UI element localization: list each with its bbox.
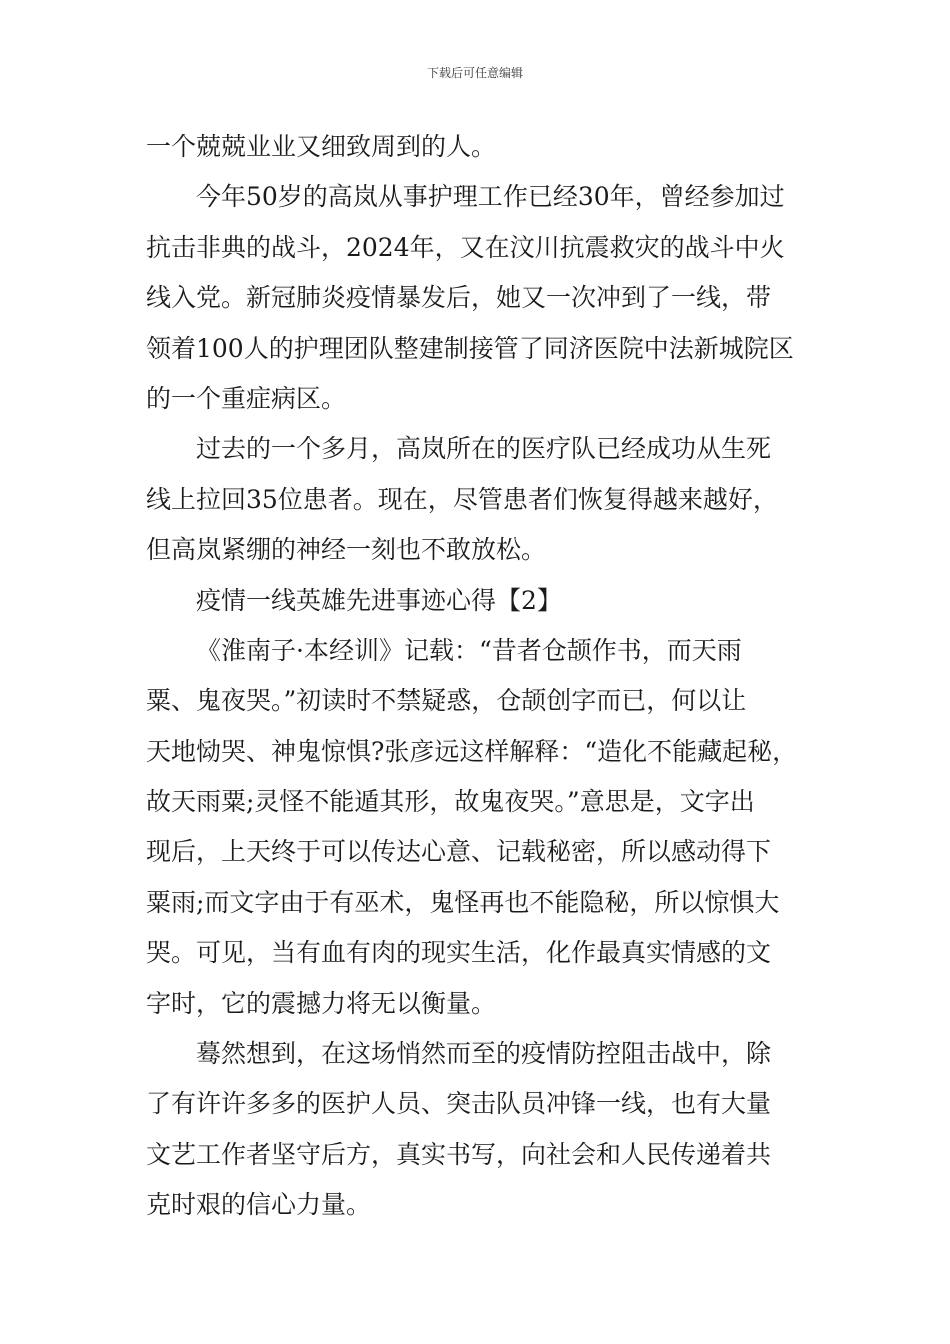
text-line: 蓦然想到，在这场悄然而至的疫情防控阻击战中，除 <box>196 1039 772 1069</box>
text-line: 粟、鬼夜哭。”初读时不禁疑惑，仓颉创字而已，何以让 <box>146 686 747 716</box>
text-line: 领着100人的护理团队整建制接管了同济医院中法新城院区 <box>146 333 794 363</box>
text-line: 《淮南子·本经训》记载：“昔者仓颉作书，而天雨 <box>196 635 742 665</box>
text-line: 一个兢兢业业又细致周到的人。 <box>146 132 497 161</box>
text-line: 线上拉回35位患者。现在，尽管患者们恢复得越来越好， <box>146 484 778 514</box>
page-header: 下载后可任意编辑 <box>426 66 523 80</box>
text-line: 今年50岁的高岚从事护理工作已经30年，曾经参加过 <box>196 182 785 212</box>
text-line: 文艺工作者坚守后方，真实书写，向社会和人民传递着共 <box>146 1139 772 1169</box>
text-line: 抗击非典的战斗，2024年，又在汶川抗震救灾的战斗中火 <box>146 232 785 262</box>
text-line: 的一个重症病区。 <box>146 383 347 413</box>
text-line: 克时艰的信心力量。 <box>146 1190 372 1220</box>
text-line: 字时，它的震撼力将无以衡量。 <box>146 988 497 1018</box>
text-line: 天地恸哭、神鬼惊惧?张彦远这样解释：“造化不能藏起秘， <box>146 736 798 766</box>
text-line: 但高岚紧绷的神经一刻也不敢放松。 <box>146 535 547 565</box>
text-line: 现后，上天终于可以传达心意、记载秘密，所以感动得下 <box>146 837 772 867</box>
text-line: 了有许许多多的医护人员、突击队员冲锋一线，也有大量 <box>146 1089 772 1119</box>
text-line: 过去的一个多月，高岚所在的医疗队已经成功从生死 <box>196 434 772 464</box>
section-heading: 疫情一线英雄先进事迹心得【2】 <box>196 585 562 615</box>
text-line: 线入党。新冠肺炎疫情暴发后，她又一次冲到了一线，带 <box>146 283 772 313</box>
text-line: 故天雨粟;灵怪不能遁其形，故鬼夜哭。”意思是，文字出 <box>146 787 755 817</box>
text-line: 粟雨;而文字由于有巫术，鬼怪再也不能隐秘，所以惊惧大 <box>146 887 780 917</box>
text-line: 哭。可见，当有血有肉的现实生活，化作最真实情感的文 <box>146 938 772 968</box>
document-body <box>146 122 806 1231</box>
